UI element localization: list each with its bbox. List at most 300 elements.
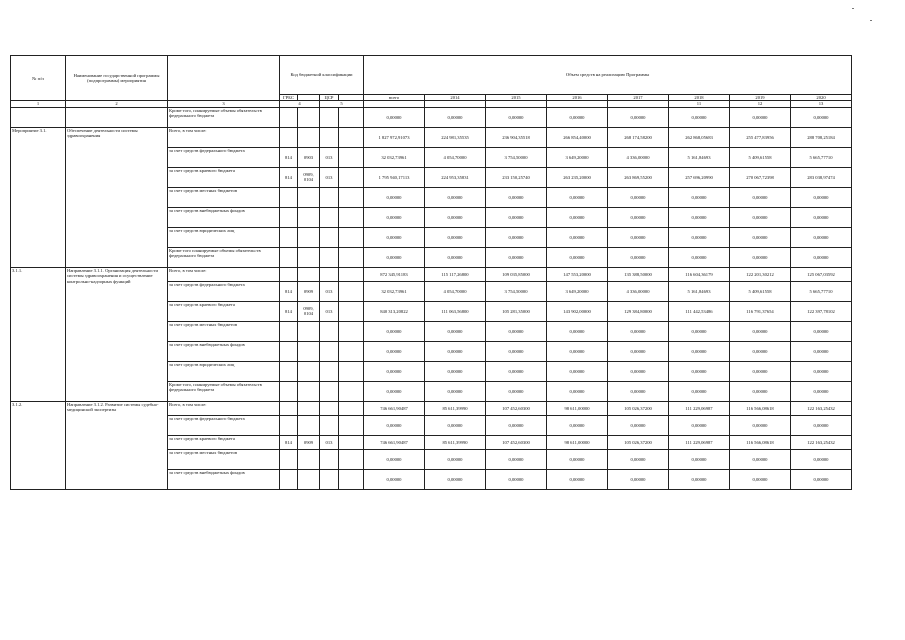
grbs-cell [280,415,298,435]
value-cell: 0,00000 [730,187,791,207]
value-cell: 233 150,25740 [486,167,547,187]
value-cell: 0,00000 [791,341,852,361]
value-cell: 0,00000 [791,469,852,489]
value-cell: 0,00000 [730,415,791,435]
value-cell: 0,00000 [547,227,608,247]
value-cell: 116 791,37654 [730,301,791,321]
value-cell: 0,00000 [791,247,852,267]
value-cell: 5 161,84693 [669,147,730,167]
scan-mark [870,20,872,21]
row-id-cell: 3.1.1. [11,267,66,401]
row-source-cell: Всего, в том числе: [168,401,280,415]
row-source-cell: Кроме того планируемые объемы обязательств федерального бюджета [168,247,280,267]
value-cell: 3 754,50000 [486,147,547,167]
value-cell: 0,00000 [608,207,669,227]
vr-cell [339,321,364,341]
grbs-cell [280,227,298,247]
rz-cell [298,415,320,435]
value-cell: 0,00000 [730,107,791,127]
grbs-cell [280,207,298,227]
col-volume-header: Объем средств на реализацию Программы [364,56,852,95]
value-cell: 129 384,80000 [608,301,669,321]
table-row [11,107,852,127]
rz-cell [298,449,320,469]
csr-cell: 013 [320,301,339,321]
row-name-cell [66,107,168,127]
vr-cell [339,207,364,227]
value-cell: 122 163,25432 [791,401,852,415]
row-source-cell: за счет средств юридических лиц [168,361,280,381]
row-source-cell: за счет средств федерального бюджета [168,147,280,167]
value-cell: 0,00000 [791,415,852,435]
value-cell: 0,00000 [608,227,669,247]
vr-cell [339,415,364,435]
row-source-cell: за счет средств внебюджетных фондов [168,469,280,489]
value-cell: 143 902,00000 [547,301,608,321]
vr-cell [339,187,364,207]
value-cell: 0,00000 [425,321,486,341]
year-header: 2016 [547,95,608,101]
value-cell: 0,00000 [486,247,547,267]
value-cell: 0,00000 [547,321,608,341]
vr-cell [339,227,364,247]
value-cell: 0,00000 [791,361,852,381]
rz-cell: 0909, 0104 [298,167,320,187]
vr-cell [339,301,364,321]
value-cell: 0,00000 [486,381,547,401]
grbs-cell: 814 [280,147,298,167]
value-cell: 0,00000 [608,381,669,401]
value-cell: 122 397,78102 [791,301,852,321]
value-cell: 4 336,00000 [608,281,669,301]
value-cell: 0,00000 [425,227,486,247]
rz-cell: 0909 [298,435,320,449]
value-cell: 0,00000 [486,207,547,227]
value-cell: 116 604,36179 [669,267,730,281]
year-header: 2014 [425,95,486,101]
value-cell: 0,00000 [608,187,669,207]
value-cell: 0,00000 [486,361,547,381]
row-source-cell: за счет средств краевого бюджета [168,167,280,187]
value-cell: 0,00000 [547,415,608,435]
value-cell: 0,00000 [669,381,730,401]
value-cell: 0,00000 [608,449,669,469]
value-cell: 0,00000 [608,341,669,361]
rz-cell [298,187,320,207]
vr-cell [339,449,364,469]
value-cell: 0,00000 [547,449,608,469]
row-source-cell: за счет средств внебюджетных фондов [168,207,280,227]
value-cell: 746 661,90487 [364,435,425,449]
value-cell: 5 665,77710 [791,147,852,167]
value-cell: 0,00000 [669,247,730,267]
value-cell: 135 388,50000 [608,267,669,281]
value-cell: 0,00000 [547,469,608,489]
value-cell: 85 611,39990 [425,435,486,449]
value-cell: 262 868,05683 [669,127,730,147]
value-cell: 4 054,70000 [425,147,486,167]
value-cell: 0,00000 [791,449,852,469]
value-cell: 0,00000 [486,107,547,127]
value-cell: 872 345,91183 [364,267,425,281]
value-cell: 0,00000 [547,207,608,227]
value-cell: 115 117,26800 [425,267,486,281]
value-cell: 0,00000 [364,321,425,341]
value-cell: 0,00000 [364,207,425,227]
year-header: 2017 [608,95,669,101]
value-cell: 0,00000 [608,247,669,267]
row-source-cell: Кроме того, планируемые объемы обязательств федерального бюджета [168,381,280,401]
value-cell: 0,00000 [608,415,669,435]
value-cell: 0,00000 [364,247,425,267]
row-id-cell: Мероприятие 3.1. [11,127,66,267]
value-cell: 266 854,40000 [547,127,608,147]
rz-cell: 0909 [298,281,320,301]
value-cell: 236 904,35518 [486,127,547,147]
value-cell: 3 649,20000 [547,281,608,301]
row-source-cell: за счет средств федерального бюджета [168,415,280,435]
value-cell: 122 163,25432 [791,435,852,449]
rz-cell [298,401,320,415]
value-cell: 0,00000 [364,361,425,381]
grbs-cell [280,107,298,127]
csr-cell [320,207,339,227]
value-cell: 0,00000 [425,207,486,227]
value-cell: 283 038,97474 [791,167,852,187]
value-cell: 0,00000 [486,449,547,469]
csr-cell [320,187,339,207]
value-cell: 0,00000 [425,361,486,381]
value-cell: 5 665,77710 [791,281,852,301]
csr-cell [320,381,339,401]
rz-cell [298,469,320,489]
value-cell: 0,00000 [791,207,852,227]
csr-header: ЦСР [320,95,339,101]
row-name-cell: Направление 3.1.1. Организация деятельности системы здравоохранения и осуществление контрольно-надзорных функций [66,267,168,401]
value-cell: 0,00000 [730,341,791,361]
value-cell: 111 229,06987 [669,401,730,415]
vr-cell [339,127,364,147]
grbs-header: ГРБС [280,95,298,101]
value-cell: 105 026,37200 [608,435,669,449]
value-cell: 0,00000 [364,469,425,489]
col-name-header: Наименование государственной программы (подпрограммы) мероприятия [66,56,168,101]
value-cell: 111 063,56800 [425,301,486,321]
value-cell: 0,00000 [486,227,547,247]
value-cell: 0,00000 [669,469,730,489]
row-source-cell: за счет средств местных бюджетов [168,321,280,341]
grbs-cell: 814 [280,167,298,187]
rz-cell [298,247,320,267]
index-cell: 1 [11,101,66,107]
row-source-cell: за счет средств юридических лиц [168,227,280,247]
vr-cell [339,267,364,281]
value-cell: 0,00000 [730,381,791,401]
scan-mark [852,8,854,9]
value-cell: 105 281,35000 [486,301,547,321]
value-cell: 0,00000 [669,361,730,381]
value-cell: 224 953,35831 [425,167,486,187]
year-header: 2019 [730,95,791,101]
value-cell: 0,00000 [791,107,852,127]
value-cell: 0,00000 [425,469,486,489]
value-cell: 0,00000 [486,415,547,435]
value-cell: 288 708,25184 [791,127,852,147]
value-cell: 5 409,61558 [730,281,791,301]
table-row [11,267,852,281]
csr-cell [320,227,339,247]
value-cell: 0,00000 [669,341,730,361]
grbs-cell [280,341,298,361]
total-header: всего [364,95,425,101]
value-cell: 0,00000 [486,321,547,341]
row-source-cell: за счет средств местных бюджетов [168,449,280,469]
row-name-cell: Направление 3.1.2. Развитие системы судебно-медицинской экспертизы [66,401,168,489]
table-body [11,56,852,490]
value-cell: 746 661,90487 [364,401,425,415]
rz-cell [298,361,320,381]
value-cell: 4 054,70000 [425,281,486,301]
value-cell: 0,00000 [791,321,852,341]
csr-cell [320,267,339,281]
csr-cell: 013 [320,147,339,167]
csr-cell [320,361,339,381]
value-cell: 0,00000 [669,107,730,127]
rz-cell [298,207,320,227]
csr-cell: 013 [320,167,339,187]
rz-cell [298,127,320,147]
value-cell: 0,00000 [547,187,608,207]
value-cell: 109 035,85000 [486,267,547,281]
grbs-cell [280,449,298,469]
index-cell: 13 [791,101,852,107]
table-row [11,127,852,147]
value-cell: 1 827 972,91073 [364,127,425,147]
value-cell: 0,00000 [669,321,730,341]
row-source-cell: за счет средств краевого бюджета [168,435,280,449]
rz-cell [298,321,320,341]
value-cell: 0,00000 [364,381,425,401]
vr-cell [339,401,364,415]
csr-cell [320,341,339,361]
value-cell: 0,00000 [547,247,608,267]
value-cell: 0,00000 [364,227,425,247]
rz-cell: 0909, 0104 [298,301,320,321]
grbs-cell [280,267,298,281]
value-cell: 840 313,20822 [364,301,425,321]
value-cell: 98 611,00000 [547,401,608,415]
csr-cell [320,321,339,341]
value-cell: 0,00000 [608,469,669,489]
year-header: 2015 [486,95,547,101]
value-cell: 32 032,73961 [364,281,425,301]
value-cell: 147 553,20000 [547,267,608,281]
value-cell: 0,00000 [730,227,791,247]
value-cell: 0,00000 [730,469,791,489]
grbs-cell: 814 [280,301,298,321]
vr-cell [339,435,364,449]
value-cell: 85 611,39990 [425,401,486,415]
value-cell: 116 566,08618 [730,435,791,449]
value-cell: 255 477,83956 [730,127,791,147]
grbs-cell [280,361,298,381]
row-id-cell [11,107,66,127]
value-cell: 3 649,20000 [547,147,608,167]
value-cell: 0,00000 [425,381,486,401]
vr-cell [339,167,364,187]
index-cell: 11 [669,101,730,107]
header-row [11,56,852,95]
col-no-header: № п/п [11,56,66,101]
vr-cell [339,247,364,267]
value-cell: 0,00000 [730,361,791,381]
rz-cell [298,381,320,401]
value-cell: 0,00000 [547,107,608,127]
index-cell: 5 [320,101,364,107]
grbs-cell [280,247,298,267]
value-cell: 0,00000 [425,247,486,267]
value-cell: 0,00000 [669,227,730,247]
value-cell: 0,00000 [364,107,425,127]
grbs-cell [280,187,298,207]
rz-cell [298,267,320,281]
value-cell: 0,00000 [791,227,852,247]
row-source-cell: Всего, в том числе: [168,127,280,147]
value-cell: 122 201,30212 [730,267,791,281]
value-cell: 0,00000 [608,321,669,341]
value-cell: 0,00000 [425,415,486,435]
row-source-cell: Кроме того, планируемые объемы обязательств федерального бюджета [168,107,280,127]
csr-cell [320,127,339,147]
index-cell: 2 [66,101,168,107]
row-source-cell: за счет средств федерального бюджета [168,281,280,301]
rz-cell: 0903 [298,147,320,167]
csr-cell [320,415,339,435]
col-source-header [168,56,280,101]
value-cell: 270 067,72398 [730,167,791,187]
grbs-cell [280,381,298,401]
value-cell: 0,00000 [669,415,730,435]
row-name-cell: Обеспечение деятельности системы здравоохранения [66,127,168,267]
value-cell: 0,00000 [669,187,730,207]
rz-cell [298,227,320,247]
value-cell: 1 795 940,17113 [364,167,425,187]
value-cell: 0,00000 [608,361,669,381]
csr-cell: 013 [320,435,339,449]
value-cell: 268 174,58200 [608,127,669,147]
index-cell: 4 [280,101,320,107]
value-cell: 0,00000 [425,107,486,127]
csr-cell: 013 [320,281,339,301]
value-cell: 0,00000 [425,187,486,207]
value-cell: 0,00000 [486,187,547,207]
value-cell: 0,00000 [364,187,425,207]
value-cell: 0,00000 [730,321,791,341]
value-cell: 257 696,20990 [669,167,730,187]
row-source-cell: за счет средств краевого бюджета [168,301,280,321]
value-cell: 0,00000 [486,341,547,361]
value-cell: 5 409,61558 [730,147,791,167]
col-codes-header: Код бюджетной классификации [280,56,364,95]
value-cell: 0,00000 [425,449,486,469]
value-cell: 263 235,20000 [547,167,608,187]
row-source-cell: за счет средств внебюджетных фондов [168,341,280,361]
vr-cell [339,341,364,361]
value-cell: 5 161,84693 [669,281,730,301]
row-source-cell: Всего, в том числе: [168,267,280,281]
grbs-cell [280,321,298,341]
value-cell: 125 067,03592 [791,267,852,281]
value-cell: 0,00000 [486,469,547,489]
budget-table [10,55,852,490]
value-cell: 0,00000 [791,187,852,207]
value-cell: 0,00000 [730,207,791,227]
grbs-cell [280,127,298,147]
csr-cell [320,449,339,469]
grbs-cell [280,469,298,489]
vr-cell [339,147,364,167]
value-cell: 0,00000 [669,207,730,227]
csr-cell [320,247,339,267]
value-cell: 0,00000 [547,381,608,401]
vr-cell [339,107,364,127]
year-header: 2018 [669,95,730,101]
value-cell: 111 229,06987 [669,435,730,449]
value-cell: 0,00000 [364,449,425,469]
rz-cell [298,107,320,127]
value-cell: 111 442,53486 [669,301,730,321]
csr-cell [320,401,339,415]
rz-cell [298,341,320,361]
value-cell: 105 026,37200 [608,401,669,415]
index-cell: 12 [730,101,791,107]
value-cell: 0,00000 [730,449,791,469]
csr-cell [320,469,339,489]
value-cell: 0,00000 [730,247,791,267]
grbs-cell [280,401,298,415]
value-cell: 263 869,55200 [608,167,669,187]
table-row [11,401,852,415]
value-cell: 98 611,00000 [547,435,608,449]
row-source-cell: за счет средств местных бюджетов [168,187,280,207]
value-cell: 0,00000 [547,341,608,361]
value-cell: 0,00000 [547,361,608,381]
value-cell: 107 452,60300 [486,401,547,415]
value-cell: 3 754,50000 [486,281,547,301]
value-cell: 32 032,73961 [364,147,425,167]
value-cell: 0,00000 [425,341,486,361]
value-cell: 0,00000 [669,449,730,469]
vr-cell [339,381,364,401]
index-cell: 3 [168,101,280,107]
value-cell: 4 336,00000 [608,147,669,167]
vr-cell [339,469,364,489]
value-cell: 0,00000 [608,107,669,127]
year-header: 2020 [791,95,852,101]
csr-cell [320,107,339,127]
vr-cell [339,361,364,381]
row-id-cell: 3.1.2. [11,401,66,489]
value-cell: 107 452,60300 [486,435,547,449]
value-cell: 224 981,35535 [425,127,486,147]
grbs-cell: 814 [280,281,298,301]
vr-cell [339,281,364,301]
grbs-cell: 814 [280,435,298,449]
value-cell: 0,00000 [364,415,425,435]
value-cell: 0,00000 [364,341,425,361]
value-cell: 116 566,08618 [730,401,791,415]
value-cell: 0,00000 [791,381,852,401]
